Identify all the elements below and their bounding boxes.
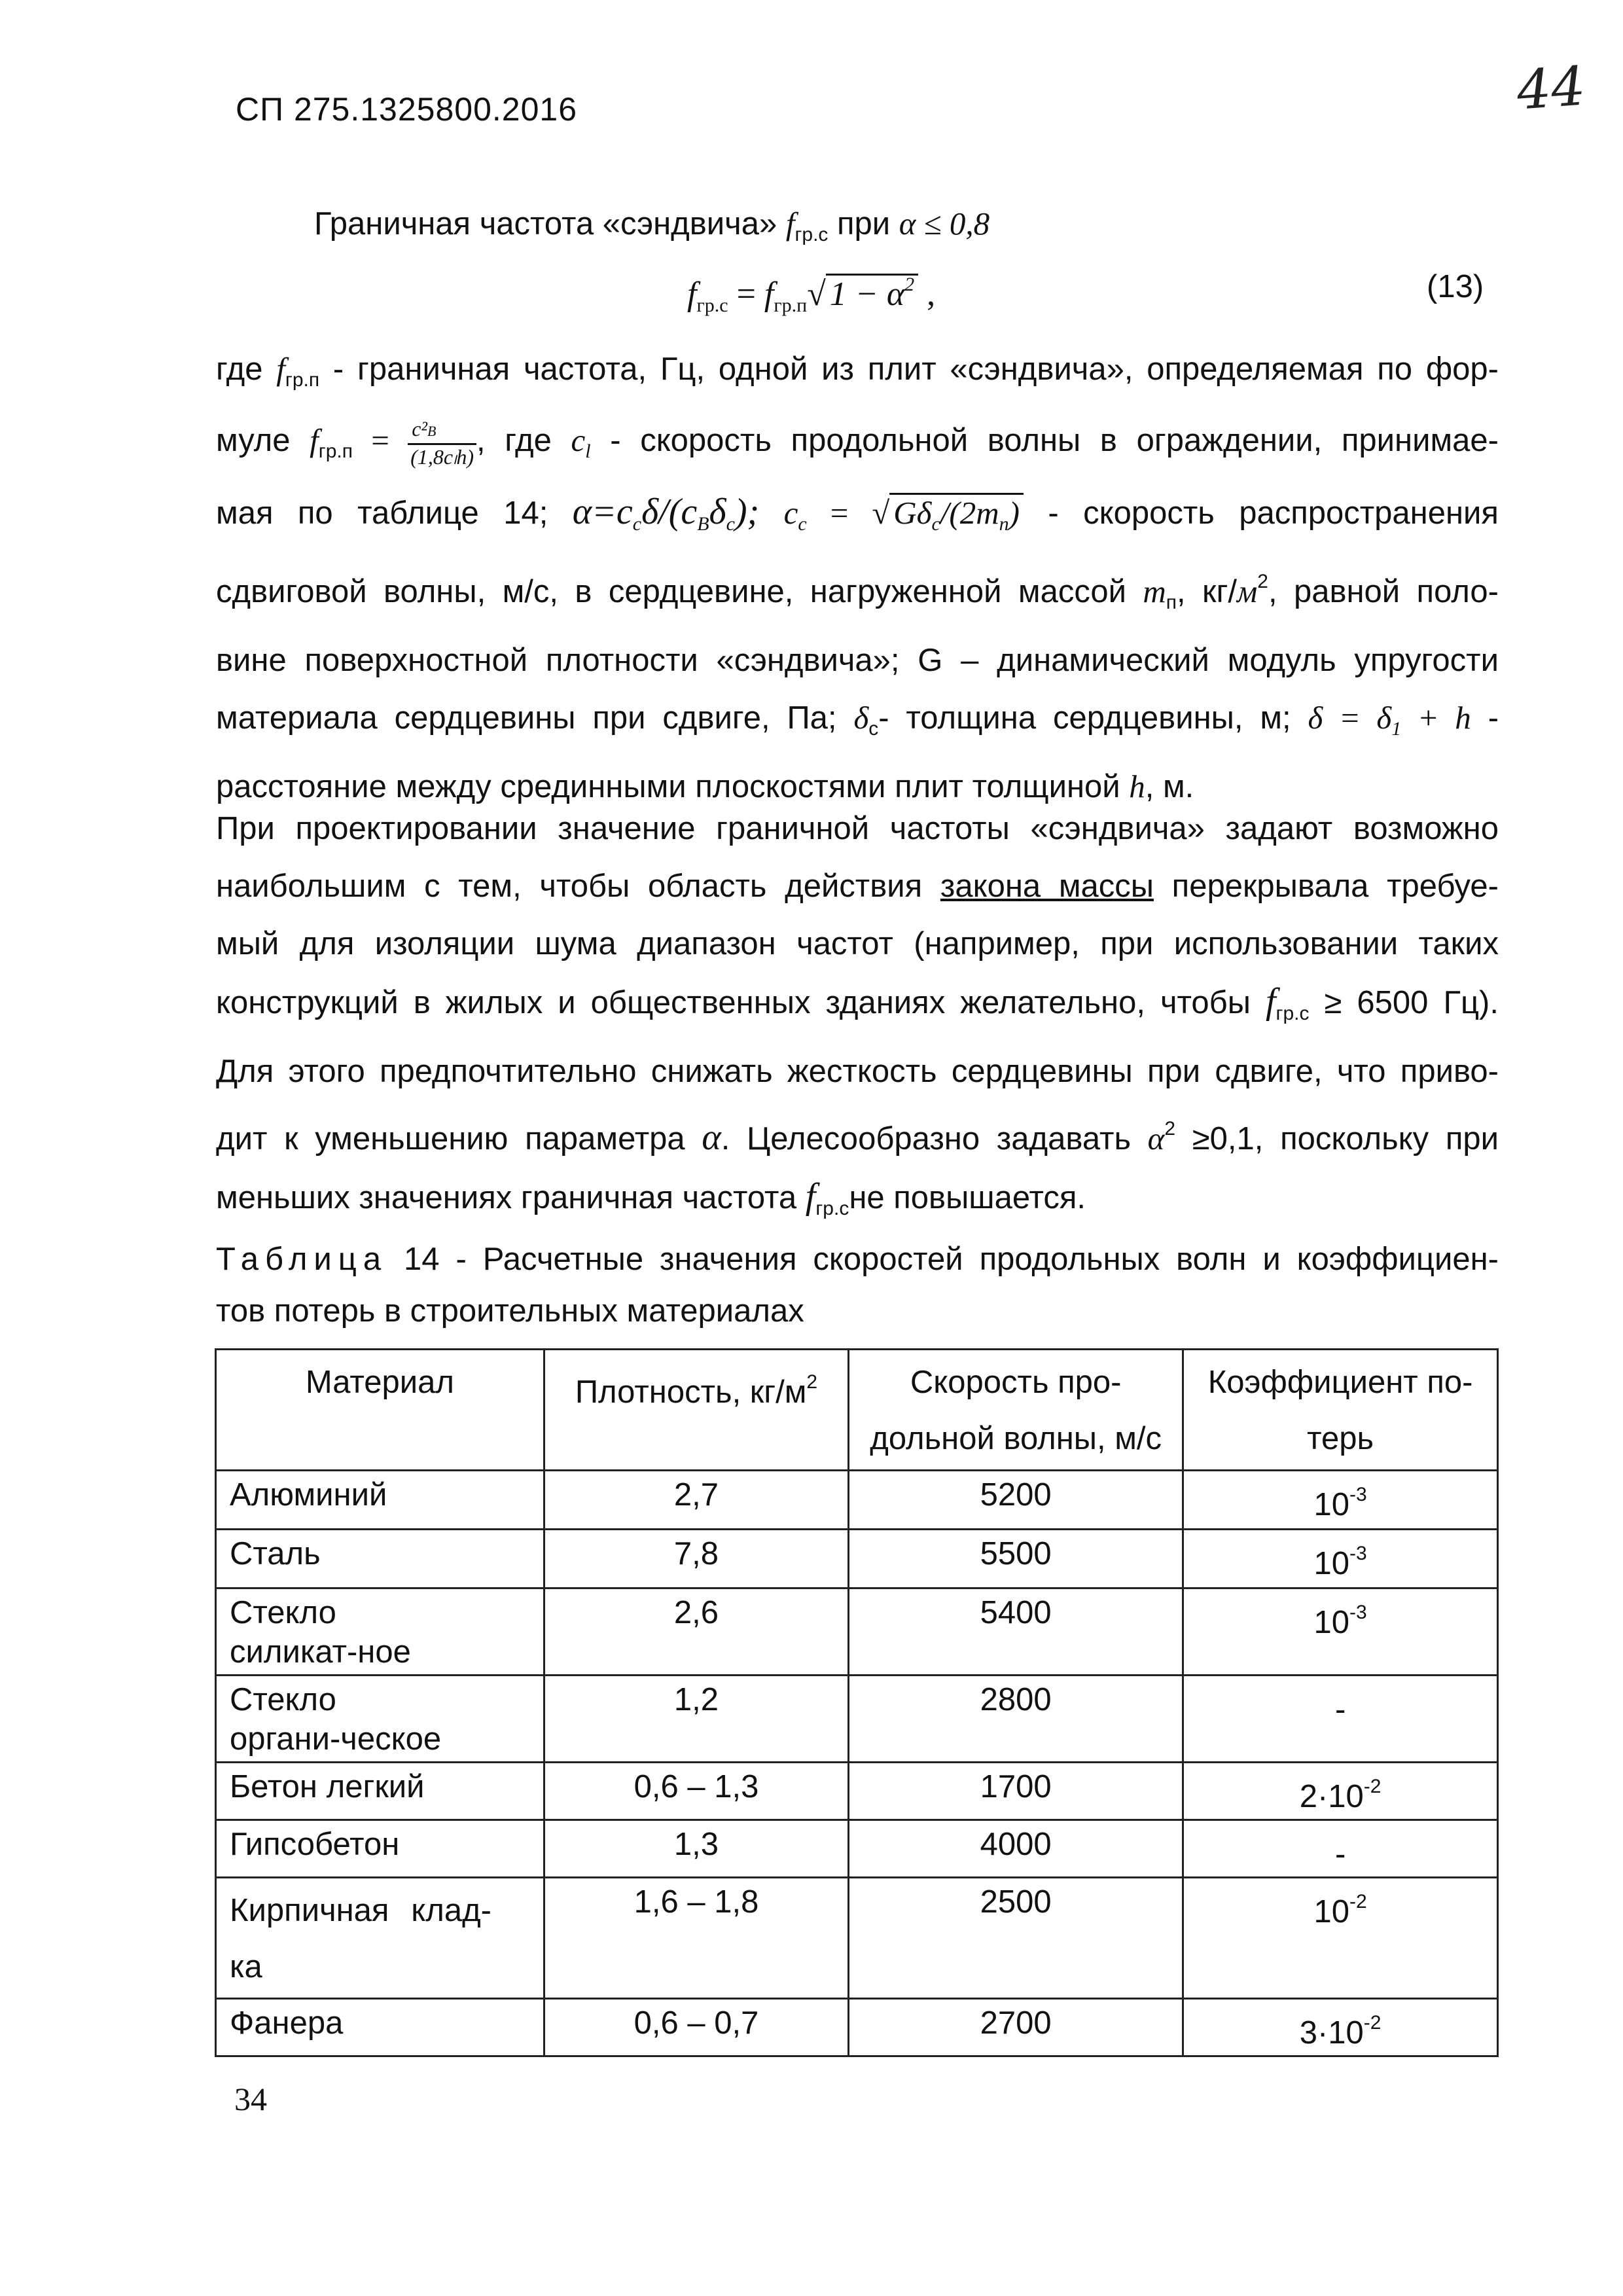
cell-loss bbox=[1183, 1530, 1498, 1588]
header-velocity: Скорость про-дольной волны, м/с bbox=[849, 1350, 1183, 1471]
cell-loss bbox=[1183, 1471, 1498, 1530]
loss-base: - bbox=[1334, 1692, 1346, 1727]
sqrt-body bbox=[889, 493, 1024, 535]
table-row bbox=[216, 1471, 1498, 1530]
loss-exp: -2 bbox=[1349, 1891, 1367, 1912]
cell-material: Сталь bbox=[216, 1530, 544, 1588]
formula-rhs: f bbox=[764, 276, 774, 313]
header-material: Материал bbox=[216, 1350, 544, 1471]
delta-formula-sub: 1 bbox=[1391, 718, 1402, 740]
line bbox=[216, 409, 1499, 483]
formula-lhs-sub: гр.с bbox=[696, 295, 728, 316]
cell-material: Фанера bbox=[216, 1999, 544, 2056]
loss-exp: -3 bbox=[1349, 1543, 1367, 1564]
cell-density: 7,8 bbox=[544, 1530, 848, 1588]
formula-13 bbox=[687, 274, 935, 317]
loss-base: 10 bbox=[1313, 1487, 1350, 1522]
alpha-symbol: α bbox=[702, 1117, 721, 1158]
formula-rhs-sub: гр.п bbox=[774, 295, 808, 316]
alpha-formula: ); bbox=[734, 492, 760, 532]
table-row bbox=[216, 1676, 1498, 1763]
f-symbol: f bbox=[310, 422, 319, 458]
mass-law-link[interactable]: закона массы bbox=[940, 869, 1154, 904]
cell-velocity: 2500 bbox=[849, 1878, 1183, 1999]
caption-text: 14 - Расчетные значения скоростей продольных волн и коэффициен- bbox=[387, 1242, 1499, 1277]
text: , где bbox=[476, 423, 571, 458]
delta-sub: с bbox=[868, 718, 879, 740]
loss-base: - bbox=[1334, 1837, 1346, 1872]
line bbox=[216, 632, 1499, 689]
paragraph-design-guidance bbox=[216, 800, 1499, 1238]
alpha-sub: B bbox=[697, 513, 709, 535]
sqrt-text: /(2m bbox=[940, 495, 999, 531]
fraction bbox=[408, 417, 476, 469]
table-row bbox=[216, 1820, 1498, 1878]
loss-base: 10 bbox=[1313, 1894, 1350, 1929]
cell-velocity: 1700 bbox=[849, 1763, 1183, 1820]
cell-material: Алюминий bbox=[216, 1471, 544, 1530]
text: , м. bbox=[1145, 769, 1194, 804]
h-symbol: h bbox=[1129, 768, 1145, 804]
cc-symbol: c bbox=[783, 495, 798, 531]
cell-loss bbox=[1183, 1878, 1498, 1999]
delta-formula: δ = δ bbox=[1308, 700, 1392, 736]
f-symbol: f bbox=[785, 206, 795, 242]
table-caption bbox=[216, 1230, 1499, 1334]
alpha-condition: α ≤ 0,8 bbox=[899, 206, 990, 242]
m-symbol: m bbox=[1143, 573, 1166, 609]
f-symbol: f bbox=[1265, 981, 1276, 1022]
cell-velocity: 5200 bbox=[849, 1471, 1183, 1530]
loss-base: 10 bbox=[1313, 1605, 1350, 1640]
line: Для этого предпочтительно снижать жесткость сердцевины при сдвиге, что приво- bbox=[216, 1054, 1499, 1089]
delta-formula: + h bbox=[1401, 700, 1471, 736]
fraction-numerator bbox=[408, 417, 476, 445]
text: - толщина сердцевины, м; bbox=[878, 700, 1308, 736]
loss-exp: -2 bbox=[1363, 1776, 1382, 1797]
f-subscript: гр.п bbox=[285, 369, 320, 391]
paragraph-sandwich-frequency bbox=[314, 195, 1492, 264]
line bbox=[216, 973, 1499, 1043]
cell-loss bbox=[1183, 1999, 1498, 2056]
material-text: Кирпичная клад-ка bbox=[230, 1893, 491, 1984]
table-row bbox=[216, 1763, 1498, 1820]
line bbox=[216, 1100, 1499, 1168]
text: перекрывала требуе- bbox=[1153, 869, 1499, 904]
text: Граничная частота «сэндвича» bbox=[314, 206, 786, 242]
line: мый для изоляции шума диапазон частот (например, при использовании таких bbox=[216, 926, 1499, 961]
table-row bbox=[216, 1878, 1498, 1999]
cell-density: 0,6 – 0,7 bbox=[544, 1999, 848, 2056]
loss-exp: -3 bbox=[1349, 1602, 1367, 1623]
cell-density: 2,6 bbox=[544, 1588, 848, 1676]
loss-base: 10 bbox=[1313, 1546, 1350, 1581]
text: не повышается. bbox=[849, 1180, 1086, 1215]
sqrt-text: 1 − α bbox=[829, 276, 905, 313]
alpha-exp: 2 bbox=[1164, 1118, 1176, 1139]
text: , равной поло- bbox=[1268, 574, 1499, 609]
cell-velocity: 4000 bbox=[849, 1820, 1183, 1878]
text: расстояние между срединными плоскостями плит толщиной bbox=[216, 769, 1130, 804]
line bbox=[216, 1168, 1499, 1238]
equation-number: (13) bbox=[1427, 269, 1484, 304]
sqrt-sign-icon: √ bbox=[807, 276, 826, 313]
text: где bbox=[216, 351, 277, 387]
equals: = bbox=[728, 276, 764, 313]
sqrt-sub: c bbox=[931, 513, 940, 535]
alpha-formula: δ bbox=[709, 492, 726, 532]
header-density-text: Плотность, кг/м bbox=[575, 1374, 807, 1410]
cell-material bbox=[216, 1588, 544, 1676]
text: ≥ 6500 Гц). bbox=[1309, 985, 1499, 1020]
alpha-sub: c bbox=[726, 513, 735, 535]
cell-velocity: 2800 bbox=[849, 1676, 1183, 1763]
f-subscript: гр.с bbox=[815, 1198, 849, 1219]
line bbox=[216, 340, 1499, 409]
sqrt-text: ) bbox=[1008, 495, 1020, 531]
m-sub: п bbox=[1166, 592, 1177, 613]
c-subscript: l bbox=[585, 440, 591, 462]
text: мая по таблице 14; bbox=[216, 495, 573, 531]
page-number: 34 bbox=[234, 2081, 267, 2117]
cell-loss bbox=[1183, 1588, 1498, 1676]
cell-density: 1,3 bbox=[544, 1820, 848, 1878]
cell-velocity: 5500 bbox=[849, 1530, 1183, 1588]
cc-sub: c bbox=[798, 513, 807, 535]
delta-symbol: δ bbox=[853, 700, 869, 736]
text: - bbox=[1471, 700, 1499, 736]
caption-label: Таблица bbox=[216, 1242, 388, 1277]
numerator-sub: B bbox=[427, 422, 437, 439]
equals: = bbox=[353, 422, 408, 458]
cell-velocity: 5400 bbox=[849, 1588, 1183, 1676]
text: дит к уменьшению параметра bbox=[216, 1121, 702, 1157]
alpha-sub: c bbox=[632, 513, 642, 535]
text: конструкций в жилых и общественных зданиях желательно, чтобы bbox=[216, 985, 1266, 1020]
text: вине поверхностной плотности «сэндвича»; G – динамический модуль упругости bbox=[216, 643, 1499, 678]
line bbox=[216, 689, 1499, 758]
sqrt-exp: 2 bbox=[904, 274, 915, 295]
cell-density: 0,6 – 1,3 bbox=[544, 1763, 848, 1820]
line: При проектировании значение граничной частоты «сэндвича» задают возможно bbox=[216, 811, 1499, 846]
table-header-row bbox=[216, 1350, 1498, 1471]
m-unit: м bbox=[1236, 573, 1258, 609]
fraction-denominator: (1,8cₗh) bbox=[410, 444, 474, 469]
cell-loss bbox=[1183, 1820, 1498, 1878]
material-text: Стекло силикат-ное bbox=[230, 1595, 411, 1670]
line bbox=[216, 857, 1499, 915]
sqrt-text: Gδ bbox=[893, 495, 932, 531]
text: - граничная частота, Гц, одной из плит «сэндвича», определяемая по фор- bbox=[319, 351, 1499, 387]
cell-density: 1,2 bbox=[544, 1676, 848, 1763]
caption-line bbox=[216, 1230, 1499, 1288]
alpha-symbol: α bbox=[1147, 1121, 1165, 1157]
f-subscript: гр.с bbox=[794, 224, 829, 245]
sqrt-sub: п bbox=[999, 513, 1009, 535]
alpha-formula: α=c bbox=[572, 492, 633, 532]
cell-loss bbox=[1183, 1763, 1498, 1820]
text: - скорость продольной волны в ограждении, принимае- bbox=[590, 423, 1499, 458]
sqrt-sign-icon: √ bbox=[872, 495, 890, 531]
loss-base: 3·10 bbox=[1299, 2015, 1364, 2051]
standard-code: СП 275.1325800.2016 bbox=[236, 91, 578, 128]
text: , кг/ bbox=[1177, 574, 1237, 609]
c-symbol: c bbox=[571, 422, 586, 458]
line bbox=[216, 483, 1499, 553]
f-subscript: гр.с bbox=[1275, 1003, 1310, 1024]
text: муле bbox=[216, 423, 310, 458]
text: - скорость распространения bbox=[1023, 495, 1499, 531]
formula-tail: , bbox=[918, 276, 936, 313]
loss-exp: -2 bbox=[1363, 2012, 1382, 2034]
text: . Целесообразно задавать bbox=[721, 1121, 1148, 1157]
header-density bbox=[544, 1350, 848, 1471]
equals: = bbox=[806, 495, 872, 531]
text: при bbox=[828, 206, 899, 242]
text: меньших значениях граничная частота bbox=[216, 1180, 806, 1215]
cell-material: Бетон легкий bbox=[216, 1763, 544, 1820]
text: наибольшим с тем, чтобы область действия bbox=[216, 869, 940, 904]
loss-exp: -3 bbox=[1349, 1484, 1367, 1505]
numerator-text: c² bbox=[412, 416, 428, 440]
text: сдвиговой волны, м/с, в сердцевине, нагруженной массой bbox=[216, 574, 1143, 609]
formula-lhs: f bbox=[687, 276, 697, 313]
handwritten-page-number: 44 bbox=[1514, 55, 1588, 122]
text: ≥0,1, поскольку при bbox=[1175, 1121, 1499, 1157]
table-row bbox=[216, 1999, 1498, 2056]
header-density-exp: 2 bbox=[806, 1371, 818, 1393]
cell-density: 2,7 bbox=[544, 1471, 848, 1530]
cell-density: 1,6 – 1,8 bbox=[544, 1878, 848, 1999]
table-row bbox=[216, 1588, 1498, 1676]
paragraph-definitions bbox=[216, 340, 1499, 816]
cell-velocity: 2700 bbox=[849, 1999, 1183, 2056]
line bbox=[216, 553, 1499, 632]
m-exp: 2 bbox=[1257, 571, 1268, 592]
f-symbol: f bbox=[805, 1176, 816, 1217]
caption-line: тов потерь в строительных материалах bbox=[216, 1293, 804, 1329]
f-symbol: f bbox=[276, 351, 285, 387]
f-subscript: гр.п bbox=[318, 440, 353, 462]
cell-material bbox=[216, 1878, 544, 1999]
sqrt-body bbox=[826, 274, 918, 313]
alpha-formula: δ/(c bbox=[641, 492, 698, 532]
cell-material: Гипсобетон bbox=[216, 1820, 544, 1878]
material-text: Стекло органи-ческое bbox=[230, 1682, 442, 1757]
materials-table bbox=[215, 1348, 1499, 2057]
text: материала сердцевины при сдвиге, Па; bbox=[216, 700, 854, 736]
table-row bbox=[216, 1530, 1498, 1588]
cell-material bbox=[216, 1676, 544, 1763]
cell-loss bbox=[1183, 1676, 1498, 1763]
header-loss: Коэффициент по-терь bbox=[1183, 1350, 1498, 1471]
loss-base: 2·10 bbox=[1299, 1779, 1364, 1814]
